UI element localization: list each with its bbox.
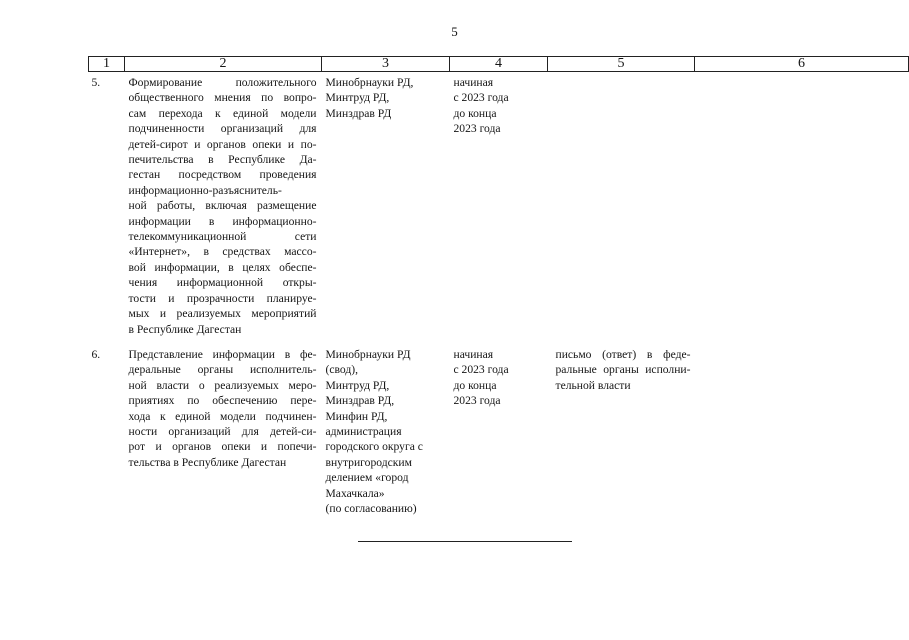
text-line: 2023 года (453, 394, 501, 408)
text-line: начиная (453, 76, 494, 89)
header-col-6: 6 (695, 57, 909, 72)
header-col-1: 1 (89, 57, 125, 72)
text-line: Минздрав РД (325, 106, 392, 120)
table-row (89, 345, 909, 516)
text-line: мых и реализуемых мероприятий (128, 307, 317, 321)
text-line: общественного мнения по вопро- (128, 91, 317, 105)
text-line: Представление информации в фе- (128, 348, 317, 361)
table-row (89, 72, 909, 346)
text-line: внутригородским (325, 455, 412, 469)
text-line: детей-сирот и органов опеки и по- (128, 137, 317, 151)
text-line: телекоммуникационной сети (128, 230, 317, 244)
header-col-2: 2 (125, 57, 322, 72)
text-line: городского округа с (325, 440, 423, 454)
text-line: с 2023 года (453, 91, 509, 105)
text-line: письмо (ответ) в феде- (555, 348, 691, 361)
text-line: начиная (453, 348, 494, 361)
col6-cell (695, 72, 909, 346)
action-name-cell (125, 72, 322, 346)
row-number: 5. (91, 76, 101, 89)
text-line: информационно-разъяснитель- (128, 183, 282, 197)
text-line: Минтруд РД, (325, 378, 390, 392)
header-col-4: 4 (450, 57, 548, 72)
bottom-divider (358, 541, 572, 542)
text-line: ной работы, включая размещение (128, 199, 317, 213)
text-line: гестан посредством проведения (128, 168, 317, 182)
row-number: 6. (91, 348, 101, 361)
text-line: до конца (453, 106, 497, 120)
responsible-cell (322, 345, 450, 516)
text-line: Минобрнауки РД, (325, 76, 414, 89)
term-cell (450, 72, 548, 346)
result-cell (548, 345, 695, 516)
text-line: информации в информационно- (128, 214, 317, 228)
text-line: (по согласованию) (325, 502, 417, 516)
text-line: ности организаций для детей-си- (128, 425, 317, 439)
text-line: до конца (453, 378, 497, 392)
responsible-cell (322, 72, 450, 346)
text-line: Минфин РД, (325, 409, 388, 423)
text-line: ной власти о реализуемых меро- (128, 378, 317, 392)
text-line: подчиненности организаций для (128, 122, 317, 136)
text-line: в Республике Дагестан (128, 322, 242, 336)
text-line: «Интернет», в средствах массо- (128, 245, 317, 259)
text-line: 2023 года (453, 122, 501, 136)
text-line: Махачкала» (325, 486, 385, 500)
text-line: Минобрнауки РД (325, 348, 411, 361)
header-col-3: 3 (322, 57, 450, 72)
action-plan-table (88, 56, 909, 516)
text-line: ральные органы исполни- (555, 363, 691, 377)
text-line: Формирование положительного (128, 76, 317, 89)
text-line: чения информационной откры- (128, 276, 317, 290)
text-line: сам перехода к единой модели (128, 106, 317, 120)
text-line: деральные органы исполнитель- (128, 363, 317, 377)
term-cell (450, 345, 548, 516)
header-col-5: 5 (548, 57, 695, 72)
text-line: тости и прозрачности планируе- (128, 291, 317, 305)
col6-cell (695, 345, 909, 516)
text-line: (свод), (325, 363, 359, 377)
text-line: с 2023 года (453, 363, 509, 377)
text-line: Минздрав РД, (325, 394, 395, 408)
result-cell (548, 72, 695, 346)
text-line: Минтруд РД, (325, 91, 390, 105)
text-line: хода к единой модели подчинен- (128, 409, 317, 423)
text-line: администрация (325, 425, 402, 439)
text-line: рот и органов опеки и попечи- (128, 440, 317, 454)
table-header-row (89, 57, 909, 72)
text-line: вой информации, в целях обеспе- (128, 260, 317, 274)
text-line: печительства в Республике Да- (128, 153, 317, 167)
text-line: тельной власти (555, 378, 631, 392)
text-line: тельства в Республике Дагестан (128, 455, 287, 469)
page-number: 5 (451, 24, 458, 39)
text-line: делением «город (325, 471, 409, 485)
text-line: приятиях по обеспечению пере- (128, 394, 317, 408)
action-name-cell (125, 345, 322, 516)
